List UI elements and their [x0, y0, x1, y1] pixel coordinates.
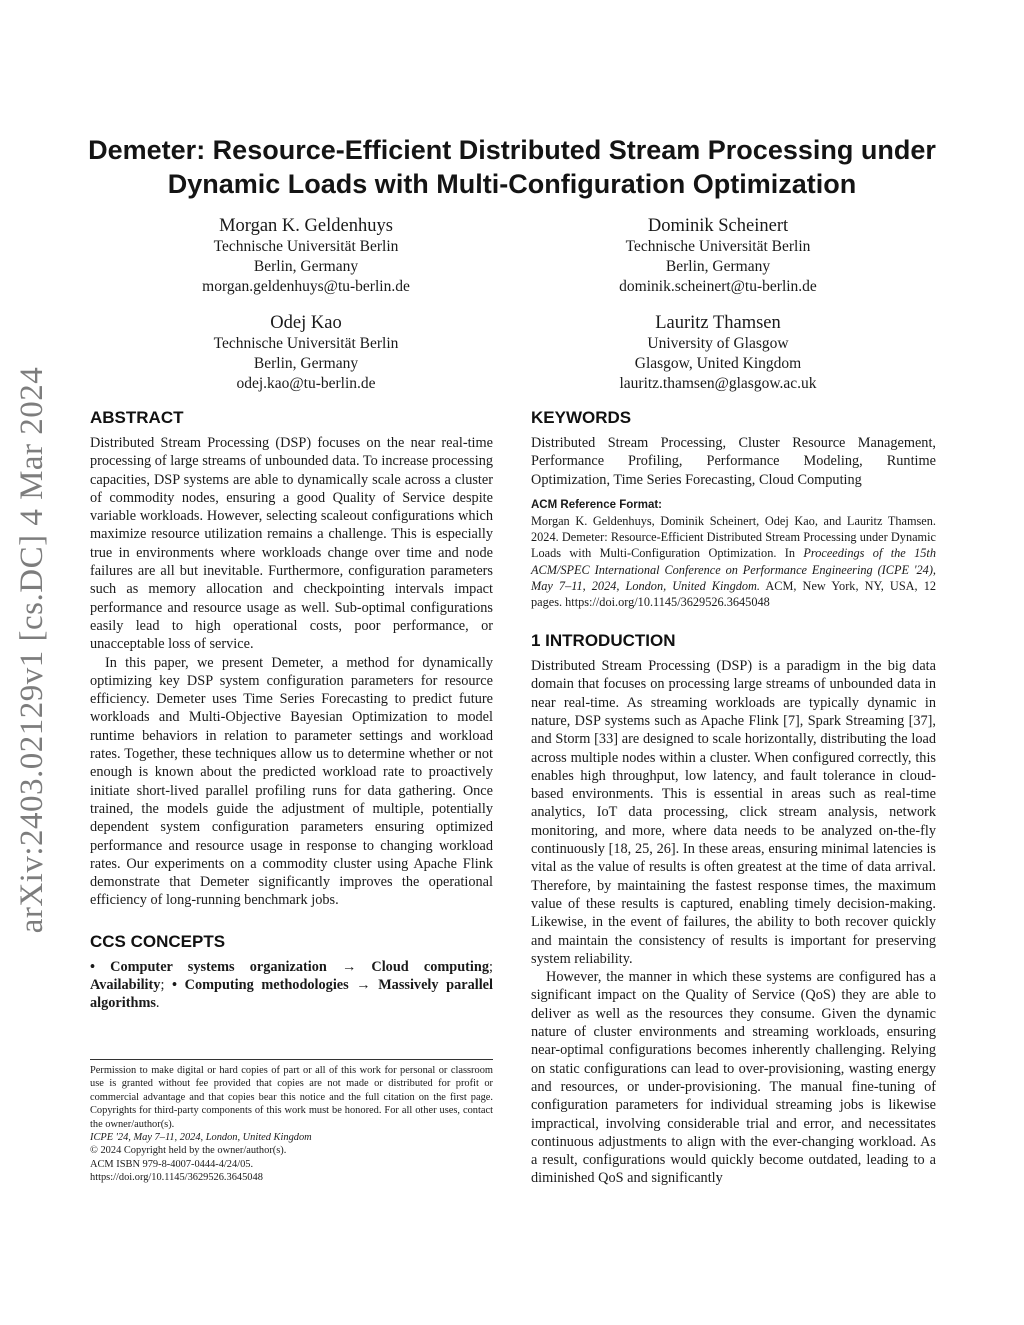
author-name: Morgan K. Geldenhuys — [219, 216, 393, 236]
ccs-end: . — [155, 995, 160, 1012]
author-block — [141, 214, 471, 297]
author-location: Berlin, Germany — [253, 355, 359, 372]
author-affiliation: Technische Universität Berlin — [213, 238, 399, 255]
left-column — [90, 406, 493, 1013]
author-affiliation: Technische Universität Berlin — [213, 335, 399, 352]
author-location: Glasgow, United Kingdom — [634, 355, 802, 372]
isbn-line: ACM ISBN 979-8-4007-0444-4/24/05. — [90, 1158, 254, 1170]
introduction-heading: 1 INTRODUCTION — [531, 631, 676, 651]
author-block — [553, 311, 883, 394]
author-name: Lauritz Thamsen — [655, 313, 781, 333]
keywords-text: Distributed Stream Processing, Cluster Resource Management, Performance Profiling, Performance Modeling, Runtime Optimization, Time Series Forecasting, Cloud Computing — [531, 435, 936, 488]
introduction-paragraph-1: Distributed Stream Processing (DSP) is a paradigm in the big data domain that focuses on processing large streams of unbounded data in near real-time. As streaming workloads are typically dynamic in nature, DSP systems such as Apache Flink [7], Spark Streaming [37], and Storm [33] are designed to scale horizontally, distributing the load across multiple nodes within a cluster. When configured correctly, this enables high throughput, low latency, and fault tolerance in cloud-based environments. This is essential in areas such as real-time analytics, IoT data processing, click stream analysis, network monitoring, and more, where data needs to be analyzed on-the-fly continuously [18, 25, 26]. In these areas, ensuring minimal latencies is vital as the value of results is often greatest at the time of data arrival. Therefore, by maintaining the fastest response times, the maximum value of these results is captured, enabling timely decision-making. Likewise, in the event of failures, the ability to both recover quickly and maintain the consistency of results is important for preserving system reliability. — [531, 658, 936, 967]
copyright-line: © 2024 Copyright held by the owner/author(s). — [90, 1145, 287, 1157]
paper-title — [60, 133, 964, 201]
introduction-paragraph-2: However, the manner in which these systems are configured has a significant impact on the Quality of Service (QoS) they are able to deliver as well as the resources they consume. Given the dynamic nature of cluster environments and streaming workloads, ensuring near-optimal configurations becomes inherently challenging. Relying on static configurations can lead to over-provisioning, wasting energy and resources, or under-provisioning. The manual fine-tuning of configuration parameters for individual streaming jobs is likewise impractical, involving considerable trial and error, and necessitates continuous adjustments to align with the ever-changing workload. As a result, configurations would quickly become outdated, leading to a diminished QoS and significantly — [531, 969, 936, 1187]
abstract-paragraph-2: In this paper, we present Demeter, a method for dynamically optimizing key DSP system configuration parameters for resource efficiency. Demeter uses Time Series Forecasting to predict future workloads and Multi-Objective Bayesian Optimization to model runtime behaviors in relation to parameter settings and workload rates. Together, these techniques allow us to determine whether or not enough is known about the predicted workload rate to proactively initiate short-lived parallel profiling runs for data gathering. Once trained, the models guide the adjustment of multiple, potentially dependent system configuration parameters ensuring optimized performance and resource usage in response to changing workload rates. Our experiments on a commodity cluster using Apache Flink demonstrate that Demeter significantly improves the operational efficiency of long-running benchmark jobs. — [90, 654, 493, 909]
author-name: Dominik Scheinert — [647, 216, 789, 236]
title-line-2: Dynamic Loads with Multi-Configuration Optimization — [167, 169, 857, 199]
copyright-footnote — [90, 1059, 493, 1185]
author-location: Berlin, Germany — [665, 258, 771, 275]
acm-reference-heading: ACM Reference Format: — [531, 498, 662, 511]
conference-info: ICPE '24, May 7–11, 2024, London, United Kingdom — [90, 1132, 312, 1144]
ccs-concepts-text — [90, 958, 493, 1013]
ccs-concept-3: • Computing methodologies → Massively parallel algorithms — [90, 977, 494, 1012]
ccs-concepts-heading: CCS CONCEPTS — [90, 931, 226, 951]
arxiv-identifier: arXiv:2403.02129v1 [cs.DC] 4 Mar 2024 — [14, 366, 50, 934]
ccs-separator: ; — [489, 958, 493, 975]
permission-notice: Permission to make digital or hard copies of part or all of this work for personal or classroom use is granted without fee provided that copies are not made or distributed for profit or commercial advantage and that copies bear this notice and the full citation on the first page. Copyrights for third-party components of this work must be honored. For all other uses, contact the owner/author(s). — [90, 1065, 493, 1130]
acm-reference-venue: Proceedings of the 15th ACM/SPEC International Conference on Performance Engineering (ICPE '24), May 7–11, 2024, London, United Kingdom. — [531, 546, 936, 593]
right-column — [531, 406, 936, 1188]
keywords-heading: KEYWORDS — [531, 408, 632, 427]
acm-reference-text: Morgan K. Geldenhuys, Dominik Scheinert, Odej Kao, and Lauritz Thamsen. 2024. Demeter: Resource-Efficient Distributed Stream Processing under Dynamic Loads with Multi-Configuration Optimization. In Proceedings of the 15th ACM/SPEC International Conference on Performance Engineering (ICPE '24), May 7–11, 2024, London, United Kingdom. ACM, New York, NY, USA, 12 pages. https://doi.org/10.1145/3629526.3645048 — [531, 513, 936, 609]
author-block — [141, 311, 471, 394]
author-email[interactable]: odej.kao@tu-berlin.de — [236, 375, 376, 392]
ccs-concept-1: • Computer systems organization → Cloud computing — [90, 958, 490, 975]
author-name: Odej Kao — [270, 313, 342, 333]
abstract-paragraph-1: Distributed Stream Processing (DSP) focuses on the near real-time processing of large streams of unbounded data. To increase processing capacities, DSP systems are able to dynamically scale across a cluster of commodity nodes, ensuring a good Quality of Service despite variable workloads. However, selecting scaleout configurations which maximize resource utilization remains a challenge. This is especially true in environments where workloads change over time and node failures are all but inevitable. Furthermore, configuration parameters such as memory allocation and checkpointing intervals impact performance and resource usage as well. Sub-optimal configurations easily lead to high operational costs, poor performance, or unacceptable loss of service. — [90, 435, 493, 653]
author-affiliation: University of Glasgow — [647, 335, 789, 352]
abstract-heading: ABSTRACT — [90, 408, 184, 427]
author-location: Berlin, Germany — [253, 258, 359, 275]
author-email[interactable]: morgan.geldenhuys@tu-berlin.de — [202, 278, 410, 295]
ccs-concept-2: Availability — [90, 977, 161, 994]
author-email[interactable]: lauritz.thamsen@glasgow.ac.uk — [619, 375, 817, 392]
doi-link[interactable]: https://doi.org/10.1145/3629526.3645048 — [90, 1172, 263, 1184]
title-line-1: Demeter: Resource-Efficient Distributed Stream Processing under — [88, 135, 936, 165]
author-email[interactable]: dominik.scheinert@tu-berlin.de — [619, 278, 817, 295]
author-affiliation: Technische Universität Berlin — [625, 238, 811, 255]
ccs-separator: ; — [160, 977, 173, 994]
author-block — [553, 214, 883, 297]
